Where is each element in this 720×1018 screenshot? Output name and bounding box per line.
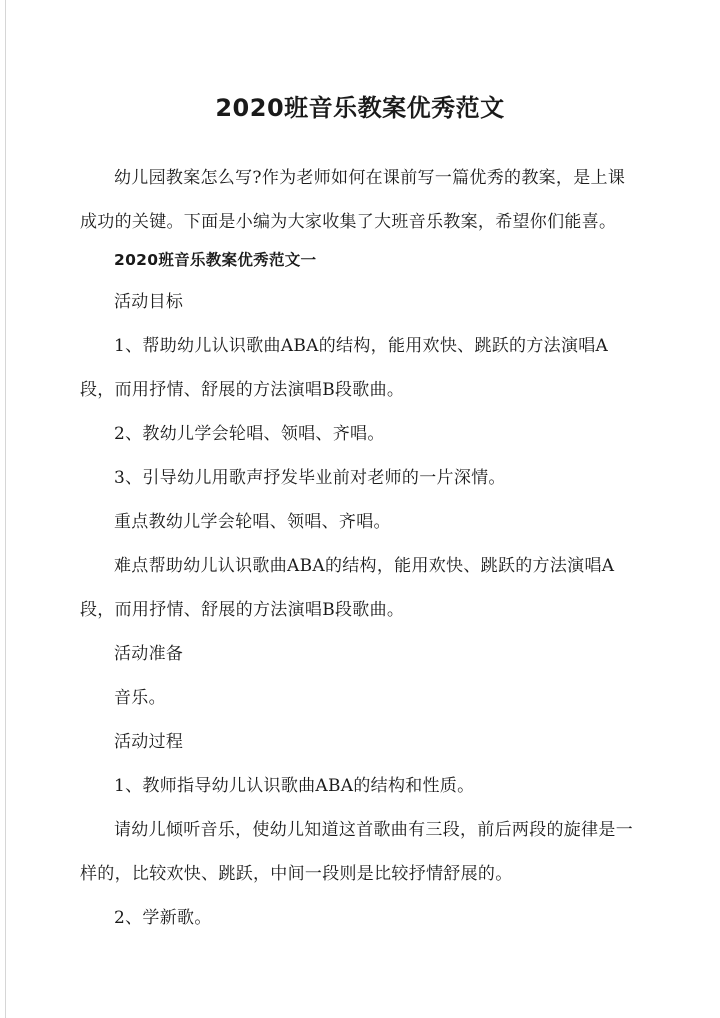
process-step-2: 2、学新歌。 [114,908,212,928]
key-point: 重点教幼儿学会轮唱、领唱、齐唱。 [114,512,391,532]
goal-item-1: 1、帮助幼儿认识歌曲ABA的结构，能用欢快、跳跃的方法演唱A段，而用抒情、舒展的方法演唱B段歌曲。 [80,336,609,400]
intro-paragraph: 幼儿园教案怎么写?作为老师如何在课前写一篇优秀的教案，是上课成功的关键。下面是小编为大家收集了大班音乐教案，希望你们能喜。 [80,168,626,232]
page-edge-line [5,0,6,1018]
goal-item-2: 2、教幼儿学会轮唱、领唱、齐唱。 [114,424,385,444]
section-heading: 2020班音乐教案优秀范文一 [114,251,317,269]
document-title: 2020班音乐教案优秀范文 [215,94,505,122]
document-body-main [80,280,642,940]
subheading-process: 活动过程 [114,732,184,752]
document-body-continued [80,238,642,282]
preparation-item: 音乐。 [114,688,166,708]
difficult-point: 难点帮助幼儿认识歌曲ABA的结构，能用欢快、跳跃的方法演唱A段，而用抒情、舒展的方法演唱B段歌曲。 [80,556,615,620]
goal-item-3: 3、引导幼儿用歌声抒发毕业前对老师的一片深情。 [114,468,506,488]
document-body [80,156,642,244]
subheading-activity-goals: 活动目标 [114,292,184,312]
subheading-preparation: 活动准备 [114,644,184,664]
process-step-1: 1、教师指导幼儿认识歌曲ABA的结构和性质。 [114,776,475,796]
process-step-1-detail: 请幼儿倾听音乐，使幼儿知道这首歌曲有三段，前后两段的旋律是一样的，比较欢快、跳跃，中间一段则是比较抒情舒展的。 [80,820,633,884]
